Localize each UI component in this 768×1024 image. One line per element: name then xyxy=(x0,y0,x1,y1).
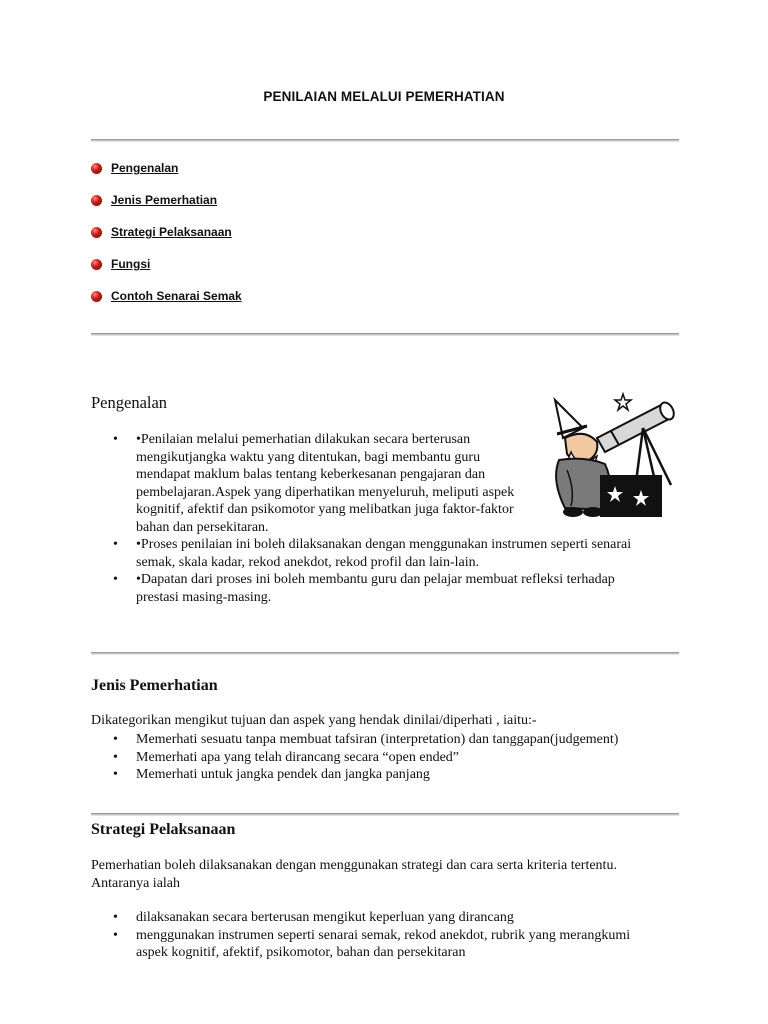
red-ball-bullet-icon xyxy=(91,291,102,302)
astronomer-telescope-clipart xyxy=(545,390,680,520)
text-line: aspek kognitif, afektif, psikomotor, bahan dan persekitaran xyxy=(136,945,466,960)
red-ball-bullet-icon xyxy=(91,195,102,206)
list-item xyxy=(91,909,691,927)
text-line: Antaranya ialah xyxy=(91,875,181,891)
jenis-list xyxy=(91,731,691,784)
pengenalan-list xyxy=(91,431,521,536)
toc-link-strategi-pelaksanaan[interactable]: Strategi Pelaksanaan xyxy=(111,225,232,239)
strategi-intro xyxy=(91,857,691,892)
text-line: • •Penilaian melalui pemerhatian dilakukan secara berterusan xyxy=(136,432,471,447)
text-line: bahan dan persekitaran. xyxy=(136,519,269,535)
pengenalan-list-continued xyxy=(91,536,691,606)
page-title: PENILAIAN MELALUI PEMERHATIAN xyxy=(263,89,505,104)
strategi-list xyxy=(91,909,691,962)
red-ball-bullet-icon xyxy=(91,163,102,174)
list-item: • Memerhati untuk jangka pendek dan jangka panjang xyxy=(91,766,691,784)
jenis-intro: Dikategorikan mengikut tujuan dan aspek yang hendak dinilai/diperhati , iaitu:- xyxy=(91,713,537,728)
list-item xyxy=(91,571,691,606)
text-line: • menggunakan instrumen seperti senarai semak, rekod anekdot, rubrik yang merangkumi xyxy=(136,927,631,943)
list-item xyxy=(91,431,521,536)
text-line: prestasi masing-masing. xyxy=(136,589,272,605)
divider-after-pengenalan xyxy=(91,652,679,655)
text-line: semak, skala kadar, rekod anekdot, rekod profil dan lain-lain. xyxy=(136,554,480,570)
text-line: pembelajaran.Aspek yang diperhatikan menyeluruh, meliputi aspek xyxy=(136,484,515,500)
text-line: Pemerhatian boleh dilaksanakan dengan menggunakan strategi dan cara serta kriteria tertentu. xyxy=(91,858,617,873)
text-line: • •Proses penilaian ini boleh dilaksanakan dengan menggunakan instrumen seperti senarai xyxy=(136,537,632,552)
red-ball-bullet-icon xyxy=(91,227,102,238)
toc-link-contoh-senarai-semak[interactable]: Contoh Senarai Semak xyxy=(111,289,242,303)
text-line: mendapat maklum balas tentang keberkesanan pengajaran dan xyxy=(136,467,486,482)
section-heading-jenis-pemerhatian: Jenis Pemerhatian xyxy=(91,677,218,694)
text-line: mengikutjangka waktu yang ditentukan, bagi membantu guru xyxy=(136,449,481,465)
divider-after-toc xyxy=(91,333,679,336)
list-item: • Memerhati sesuatu tanpa membuat tafsiran (interpretation) dan tanggapan(judgement) xyxy=(91,731,691,749)
divider-after-jenis xyxy=(91,813,679,816)
toc-link-fungsi[interactable]: Fungsi xyxy=(111,257,151,271)
text-line: • •Dapatan dari proses ini boleh membantu guru dan pelajar membuat refleksi terhadap xyxy=(136,572,615,587)
list-item: • Memerhati apa yang telah dirancang secara “open ended” xyxy=(91,749,691,767)
list-item xyxy=(91,927,691,962)
list-item xyxy=(91,536,691,571)
text-line: kognitif, afektif dan psikomotor yang melibatkan juga faktor-faktor xyxy=(136,502,514,517)
toc-link-pengenalan[interactable]: Pengenalan xyxy=(111,161,179,175)
toc-link-jenis-pemerhatian[interactable]: Jenis Pemerhatian xyxy=(111,193,218,207)
section-heading-strategi-pelaksanaan: Strategi Pelaksanaan xyxy=(91,821,236,838)
divider-top xyxy=(91,139,679,142)
section-heading-pengenalan: Pengenalan xyxy=(91,393,168,412)
text-line: • dilaksanakan secara berterusan mengikut keperluan yang dirancang xyxy=(136,910,514,925)
red-ball-bullet-icon xyxy=(91,259,102,270)
